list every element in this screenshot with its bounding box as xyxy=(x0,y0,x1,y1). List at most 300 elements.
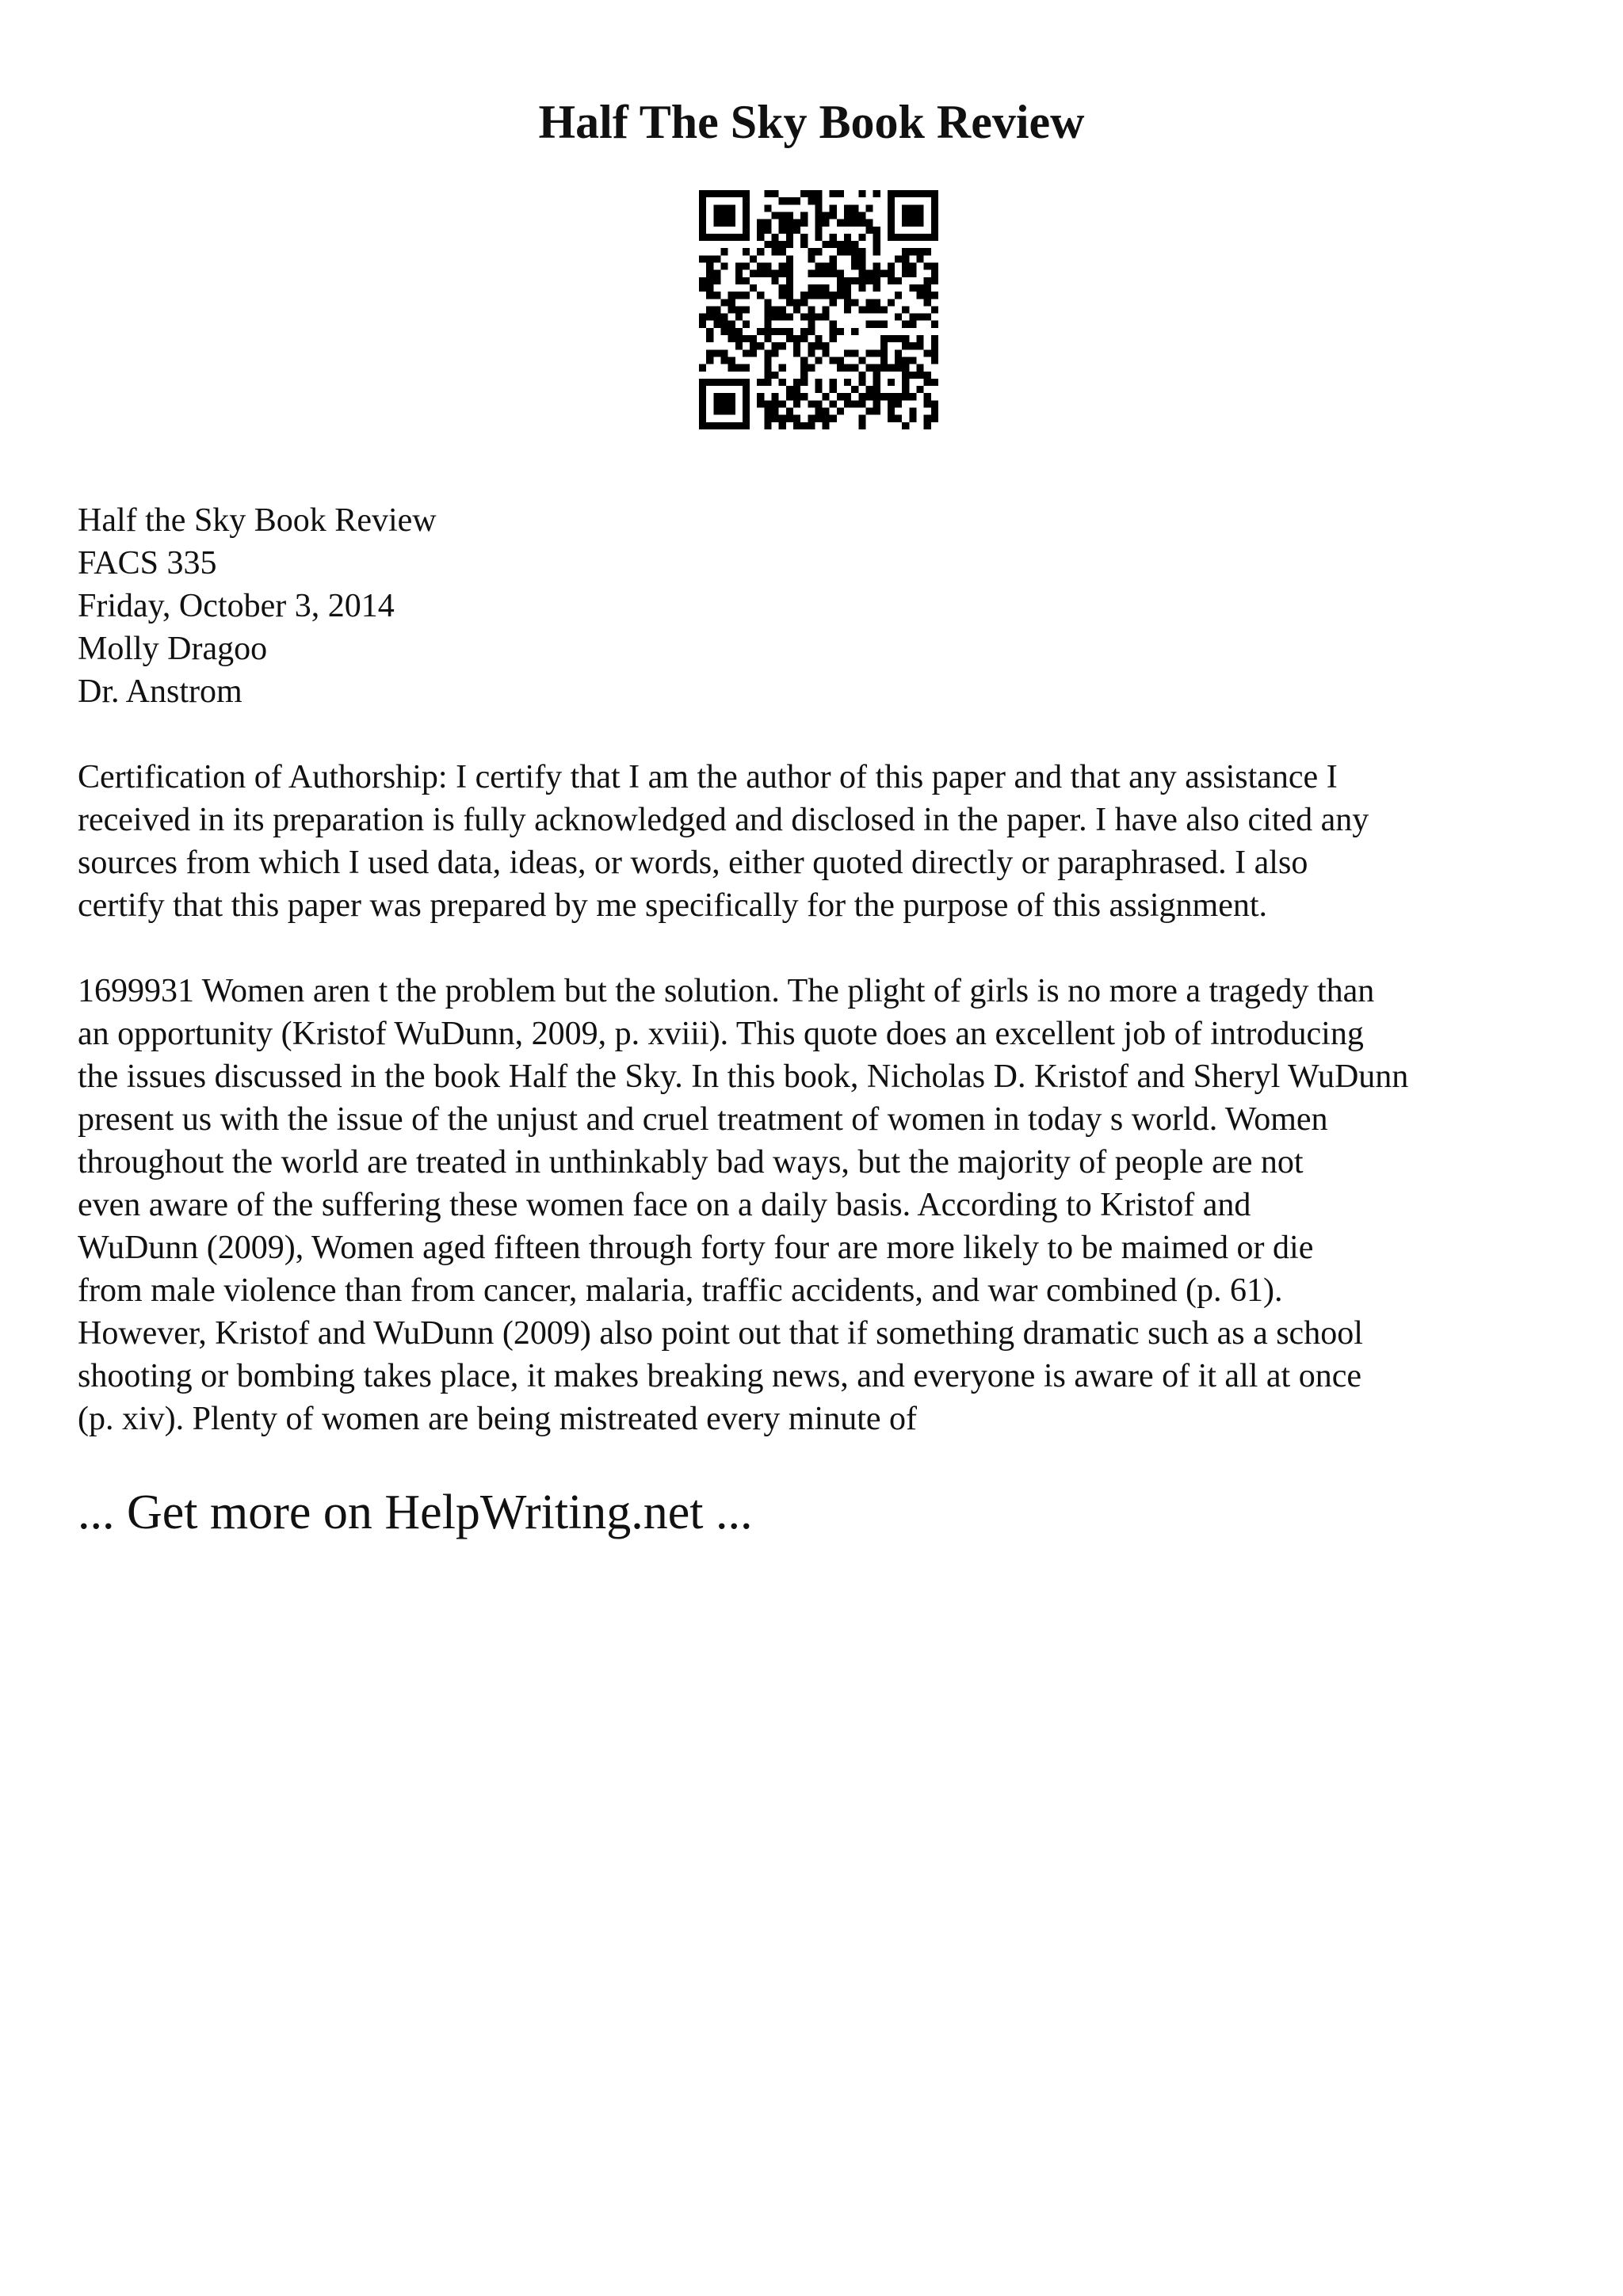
qr-module xyxy=(909,263,916,270)
qr-module xyxy=(728,234,735,241)
qr-module xyxy=(699,393,706,400)
qr-module xyxy=(924,284,931,292)
qr-module xyxy=(793,379,800,386)
qr-module xyxy=(728,379,735,386)
qr-module xyxy=(917,212,924,219)
qr-module xyxy=(743,306,750,313)
qr-module xyxy=(699,400,706,407)
qr-module xyxy=(793,197,800,204)
qr-module xyxy=(888,299,895,306)
qr-module xyxy=(851,277,858,284)
qr-module xyxy=(815,408,822,415)
qr-module xyxy=(786,241,793,248)
qr-module xyxy=(720,379,727,386)
qr-module xyxy=(713,234,720,241)
qr-module xyxy=(858,219,865,227)
qr-module xyxy=(902,321,909,328)
qr-module xyxy=(888,263,895,270)
qr-module xyxy=(800,241,808,248)
qr-module xyxy=(699,190,706,197)
qr-module xyxy=(713,219,720,227)
qr-module xyxy=(786,335,793,342)
qr-module xyxy=(743,190,750,197)
qr-module xyxy=(735,263,743,270)
qr-module xyxy=(830,400,837,407)
qr-module xyxy=(865,349,873,357)
qr-module xyxy=(902,255,909,262)
qr-module xyxy=(815,227,822,234)
qr-module xyxy=(902,422,909,429)
qr-module xyxy=(735,364,743,372)
qr-module xyxy=(808,284,815,292)
qr-module xyxy=(699,219,706,227)
qr-module xyxy=(815,212,822,219)
qr-module xyxy=(743,415,750,422)
qr-module xyxy=(743,393,750,400)
qr-module xyxy=(865,364,873,372)
qr-module xyxy=(786,255,793,262)
qr-module xyxy=(924,292,931,299)
qr-module xyxy=(713,190,720,197)
qr-module xyxy=(808,364,815,372)
qr-module xyxy=(858,393,865,400)
qr-module xyxy=(858,212,865,219)
qr-module xyxy=(786,234,793,241)
qr-module xyxy=(735,335,743,342)
qr-module xyxy=(779,241,786,248)
qr-module xyxy=(713,314,720,321)
qr-module xyxy=(699,277,706,284)
qr-module xyxy=(851,349,858,357)
qr-module xyxy=(779,306,786,313)
qr-module xyxy=(830,335,837,342)
qr-module xyxy=(895,349,902,357)
qr-module xyxy=(706,190,713,197)
qr-module xyxy=(743,364,750,372)
qr-module xyxy=(786,197,793,204)
qr-module xyxy=(815,263,822,270)
qr-module xyxy=(830,415,837,422)
qr-module xyxy=(837,292,844,299)
body-line: WuDunn (2009), Women aged fifteen through forty four are more likely to be maimed or die xyxy=(78,1230,1314,1266)
qr-module xyxy=(865,277,873,284)
qr-module xyxy=(735,270,743,277)
qr-module xyxy=(888,197,895,204)
qr-module xyxy=(735,422,743,429)
qr-module xyxy=(793,335,800,342)
qr-module xyxy=(830,212,837,219)
qr-module xyxy=(837,408,844,415)
qr-module xyxy=(888,408,895,415)
qr-module xyxy=(743,197,750,204)
qr-module xyxy=(757,263,764,270)
qr-module xyxy=(808,342,815,349)
qr-module xyxy=(779,400,786,407)
qr-module xyxy=(706,335,713,342)
qr-module xyxy=(865,270,873,277)
qr-module xyxy=(888,219,895,227)
qr-module xyxy=(764,270,771,277)
qr-module xyxy=(888,212,895,219)
qr-module xyxy=(865,321,873,328)
qr-module xyxy=(902,263,909,270)
qr-module xyxy=(924,299,931,306)
qr-module xyxy=(786,227,793,234)
qr-module xyxy=(800,372,808,379)
qr-module xyxy=(699,379,706,386)
qr-module xyxy=(837,364,844,372)
document-content xyxy=(78,499,1568,1542)
qr-module xyxy=(931,349,938,357)
qr-module xyxy=(844,204,851,212)
qr-module xyxy=(917,284,924,292)
qr-module xyxy=(931,415,938,422)
qr-module xyxy=(844,212,851,219)
qr-module xyxy=(800,393,808,400)
qr-module xyxy=(924,263,931,270)
qr-module xyxy=(909,212,916,219)
qr-module xyxy=(743,400,750,407)
qr-module xyxy=(772,212,779,219)
qr-module xyxy=(931,400,938,407)
qr-module xyxy=(902,248,909,255)
qr-module xyxy=(873,234,880,241)
qr-module xyxy=(830,328,837,335)
qr-module xyxy=(844,241,851,248)
helpwriting-link[interactable]: ... Get more on HelpWriting.net ... xyxy=(78,1486,753,1539)
qr-module xyxy=(830,292,837,299)
qr-module xyxy=(909,190,916,197)
qr-module xyxy=(830,255,837,262)
qr-module xyxy=(706,328,713,335)
qr-module xyxy=(779,263,786,270)
qr-module xyxy=(823,241,830,248)
qr-module xyxy=(720,204,727,212)
qr-module xyxy=(837,328,844,335)
qr-module xyxy=(720,248,727,255)
qr-module xyxy=(823,408,830,415)
qr-module xyxy=(844,234,851,241)
qr-module xyxy=(800,364,808,372)
qr-module xyxy=(851,219,858,227)
qr-module xyxy=(743,386,750,393)
qr-module xyxy=(844,364,851,372)
qr-module xyxy=(728,364,735,372)
qr-module xyxy=(713,379,720,386)
qr-module xyxy=(786,270,793,277)
qr-module xyxy=(720,314,727,321)
qr-module xyxy=(880,321,888,328)
qr-module xyxy=(764,400,771,407)
qr-module xyxy=(793,219,800,227)
qr-module xyxy=(830,379,837,386)
qr-module xyxy=(909,372,916,379)
qr-module xyxy=(764,364,771,372)
qr-module xyxy=(815,379,822,386)
qr-module xyxy=(772,400,779,407)
qr-module xyxy=(909,270,916,277)
qr-module xyxy=(917,234,924,241)
qr-module xyxy=(750,349,757,357)
qr-module xyxy=(764,321,771,328)
qr-module xyxy=(924,314,931,321)
qr-module xyxy=(713,349,720,357)
qr-module xyxy=(808,328,815,335)
qr-module xyxy=(706,270,713,277)
qr-module xyxy=(909,342,916,349)
qr-module xyxy=(772,314,779,321)
qr-module xyxy=(815,335,822,342)
qr-module xyxy=(823,270,830,277)
qr-module xyxy=(772,328,779,335)
qr-module xyxy=(786,292,793,299)
qr-module xyxy=(909,408,916,415)
qr-module xyxy=(851,241,858,248)
qr-module xyxy=(815,415,822,422)
qr-module xyxy=(902,386,909,393)
qr-module xyxy=(851,248,858,255)
qr-module xyxy=(699,255,706,262)
qr-module xyxy=(830,299,837,306)
qr-module xyxy=(706,284,713,292)
qr-module xyxy=(873,277,880,284)
document-header xyxy=(78,499,1568,713)
qr-module xyxy=(844,379,851,386)
body-line: 1699931 Women aren t the problem but the solution. The plight of girls is no more a tragedy than xyxy=(78,973,1375,1009)
qr-module xyxy=(743,212,750,219)
qr-module xyxy=(808,197,815,204)
qr-module xyxy=(880,364,888,372)
qr-module xyxy=(720,349,727,357)
qr-module xyxy=(728,400,735,407)
qr-module xyxy=(800,190,808,197)
qr-module xyxy=(924,372,931,379)
qr-module xyxy=(917,335,924,342)
qr-module xyxy=(888,234,895,241)
qr-module xyxy=(931,227,938,234)
qr-module xyxy=(793,400,800,407)
qr-module xyxy=(931,408,938,415)
qr-module xyxy=(735,342,743,349)
qr-module xyxy=(757,379,764,386)
qr-module xyxy=(931,277,938,284)
qr-module xyxy=(823,292,830,299)
qr-module xyxy=(830,234,837,241)
qr-module xyxy=(772,234,779,241)
qr-module xyxy=(743,219,750,227)
qr-module xyxy=(858,234,865,241)
qr-module xyxy=(851,364,858,372)
qr-module xyxy=(851,212,858,219)
qr-module xyxy=(706,234,713,241)
qr-module xyxy=(880,306,888,313)
qr-module xyxy=(931,234,938,241)
qr-module xyxy=(924,248,931,255)
qr-module xyxy=(808,400,815,407)
qr-module xyxy=(772,393,779,400)
qr-module xyxy=(917,364,924,372)
qr-module xyxy=(720,357,727,364)
qr-module xyxy=(888,335,895,342)
qr-module xyxy=(728,190,735,197)
body-line: throughout the world are treated in unthinkably bad ways, but the majority of people are not xyxy=(78,1144,1304,1180)
qr-module xyxy=(865,219,873,227)
qr-module xyxy=(851,255,858,262)
qr-module xyxy=(909,321,916,328)
qr-module xyxy=(844,306,851,313)
qr-module xyxy=(909,314,916,321)
qr-module xyxy=(750,284,757,292)
qr-module xyxy=(720,263,727,270)
qr-module xyxy=(786,219,793,227)
qr-module xyxy=(851,299,858,306)
qr-module xyxy=(873,386,880,393)
qr-module xyxy=(786,314,793,321)
qr-module xyxy=(779,248,786,255)
qr-module xyxy=(808,190,815,197)
qr-module xyxy=(757,400,764,407)
qr-module xyxy=(720,321,727,328)
qr-module xyxy=(793,349,800,357)
qr-module xyxy=(779,379,786,386)
qr-module xyxy=(699,364,706,372)
qr-module xyxy=(931,197,938,204)
qr-module xyxy=(917,219,924,227)
qr-module xyxy=(743,349,750,357)
qr-module xyxy=(735,379,743,386)
qr-module xyxy=(720,212,727,219)
qr-module xyxy=(750,335,757,342)
qr-module xyxy=(728,335,735,342)
qr-module xyxy=(815,219,822,227)
qr-module xyxy=(880,270,888,277)
qr-module xyxy=(793,299,800,306)
qr-module xyxy=(800,335,808,342)
qr-module xyxy=(815,204,822,212)
qr-module xyxy=(706,349,713,357)
qr-module xyxy=(931,306,938,313)
qr-module xyxy=(873,408,880,415)
qr-module xyxy=(699,408,706,415)
qr-module xyxy=(720,400,727,407)
qr-module xyxy=(699,284,706,292)
qr-module xyxy=(764,241,771,248)
qr-module xyxy=(823,284,830,292)
qr-module xyxy=(924,415,931,422)
qr-module xyxy=(837,270,844,277)
qr-module xyxy=(924,400,931,407)
qr-module xyxy=(808,422,815,429)
qr-module xyxy=(808,349,815,357)
qr-module xyxy=(764,306,771,313)
qr-module xyxy=(728,204,735,212)
qr-module xyxy=(779,415,786,422)
qr-module xyxy=(873,393,880,400)
qr-module xyxy=(851,400,858,407)
qr-module xyxy=(808,314,815,321)
qr-module xyxy=(851,386,858,393)
qr-module xyxy=(743,234,750,241)
qr-module xyxy=(815,284,822,292)
qr-module xyxy=(844,219,851,227)
qr-module xyxy=(772,408,779,415)
qr-module xyxy=(713,292,720,299)
qr-module xyxy=(706,357,713,364)
header-instructor: Dr. Anstrom xyxy=(78,673,242,710)
qr-module xyxy=(800,212,808,219)
qr-module xyxy=(720,299,727,306)
qr-module xyxy=(728,292,735,299)
qr-module xyxy=(779,270,786,277)
qr-module xyxy=(779,422,786,429)
qr-module xyxy=(757,219,764,227)
body-line: shooting or bombing takes place, it makes breaking news, and everyone is aware of it all at once xyxy=(78,1358,1361,1394)
qr-module xyxy=(917,386,924,393)
qr-module xyxy=(858,248,865,255)
qr-module xyxy=(858,372,865,379)
qr-module xyxy=(823,415,830,422)
qr-module xyxy=(830,241,837,248)
qr-module xyxy=(786,277,793,284)
qr-module xyxy=(909,248,916,255)
qr-module xyxy=(764,422,771,429)
qr-module xyxy=(823,263,830,270)
qr-module xyxy=(880,349,888,357)
qr-module xyxy=(699,212,706,219)
qr-module xyxy=(823,393,830,400)
qr-module xyxy=(909,234,916,241)
qr-module xyxy=(764,299,771,306)
qr-module xyxy=(902,212,909,219)
qr-module xyxy=(728,321,735,328)
qr-module xyxy=(895,234,902,241)
qr-module xyxy=(779,314,786,321)
qr-module xyxy=(800,328,808,335)
qr-module xyxy=(880,357,888,364)
qr-module xyxy=(772,306,779,313)
qr-module xyxy=(779,292,786,299)
qr-module xyxy=(764,335,771,342)
qr-module xyxy=(931,263,938,270)
qr-module xyxy=(786,212,793,219)
qr-module xyxy=(873,349,880,357)
qr-module xyxy=(888,227,895,234)
qr-module xyxy=(823,212,830,219)
qr-module xyxy=(735,277,743,284)
qr-module xyxy=(823,349,830,357)
qr-module xyxy=(902,204,909,212)
qr-module xyxy=(895,335,902,342)
qr-module xyxy=(779,219,786,227)
qr-module xyxy=(720,408,727,415)
qr-module xyxy=(917,204,924,212)
qr-module xyxy=(786,328,793,335)
qr-module xyxy=(917,248,924,255)
qr-module xyxy=(880,335,888,342)
qr-module xyxy=(858,255,865,262)
qr-module xyxy=(706,314,713,321)
qr-code-icon xyxy=(699,190,938,429)
qr-module xyxy=(815,248,822,255)
qr-module xyxy=(772,372,779,379)
qr-module xyxy=(902,357,909,364)
qr-module xyxy=(779,342,786,349)
header-course-title: Half the Sky Book Review xyxy=(78,502,437,539)
qr-module xyxy=(830,204,837,212)
qr-module xyxy=(888,400,895,407)
qr-module xyxy=(800,234,808,241)
qr-module xyxy=(800,314,808,321)
